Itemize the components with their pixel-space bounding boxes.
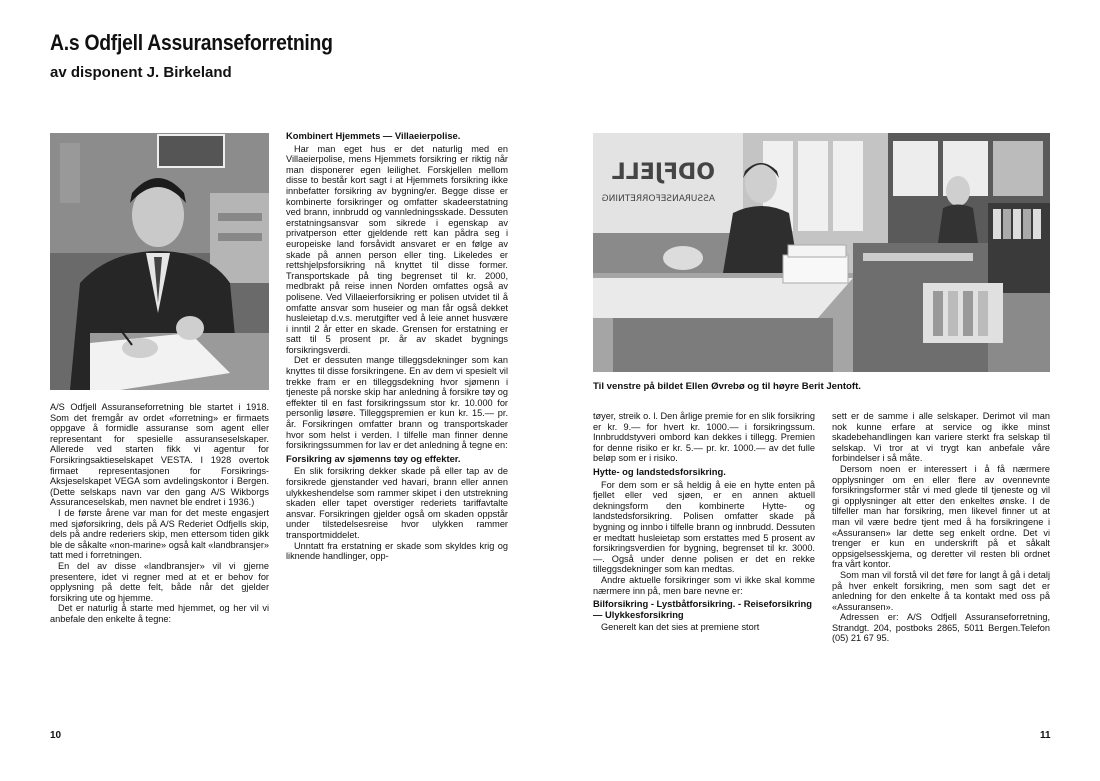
sign-odfjell: ODFJELL — [611, 160, 715, 185]
photo-man-writing-icon — [50, 133, 269, 390]
article-title: A.s Odfjell Assuranseforretning — [50, 30, 333, 55]
page-number-left: 10 — [50, 730, 62, 741]
column-3 — [593, 411, 815, 633]
paragraph: Det er naturlig å starte med hjemmet, og her vil vi anbefale den enkelte å tegne: — [50, 603, 269, 624]
paragraph: En del av disse «landbransjer» vil vi gjerne presentere, idet vi regner med at et er behov for opplysning på dette felt, både når det gjelder forsikring ute og hjemme. — [50, 560, 269, 603]
paragraph: En slik forsikring dekker skade på eller tap av de forsikrede gjenstander ved havari, brann eller annen ulykkeshendelse som rammer skipet i den utstrekning skaden eller tapet overstiger rederiets tariffavtalte ansvar. Forsikringen gjelder også om skaden oppstår under tilstedelsesreise hvor ulykken rammer transportmiddelet. — [286, 466, 508, 540]
paragraph: Har man eget hus er det naturlig med en Villaeierpolise, mens Hjemmets forsikring er riktig når man disponerer egen leilighet. Forskjellen mellom disse to består kort sagt i at Hjemmets forsikring ikke innbefatter forsikring av bygning/er. Begge disse er kombinerte forsikringer og omfatter skadeerstatning ved brann, innbrudd og vannledningsskade. Dessuten erstatningsansvar som sikrede i egenskap av privatperson etter gjeldende rett kan pådra seg i europeiske land forsåvidt ansvaret er en følge av skade på annen person eller ting. Likeledes er rettshjelpsforsikring nå knyttet til disse former. Transportskade på ting begrenset til kr. 2000, medbrakt på reise innen Norden omfattes også av polisene. Ved Villaeierforsikring er polisen utvidet til å omfatte ansvar som huseier og man får også dekket husleietap d.v.s. merutgifter ved å leie annet husvære i inntil 2 år etter en skade. Grensen for erstatning er satt til 5 prosent pr. år av skadet bygnings forsikringsverdi. — [286, 143, 508, 355]
section-heading: Forsikring av sjømenns tøy og effekter. — [286, 452, 461, 464]
photo-man-at-desk — [50, 133, 269, 390]
paragraph: sett er de samme i alle selskaper. Derimot vil man nok kunne erfare at service og ikke minst skadebehandlingen kan variere sterkt fra selskap til selskap. Vi tror at vi trygt kan anbefale våre forbindelser i så måte. — [832, 411, 1050, 464]
paragraph: I de første årene var man for det meste engasjert med sjøforsikring, dels på A/S Rederiet Odfjells skip, dels på andre rederiers skip, men ettersom tiden gikk ble de såkalte «non-marine» også kalt «landbransjer» tatt med i forretningen. — [50, 507, 269, 561]
paragraph: Det er dessuten mange tilleggsdekninger som kan knyttes til disse forsikringene. En av dem vi spesielt vil trekke fram er en tilleggsdekning hvor sjømenn i tjeneste på norske skip har anledning å forsikre tøy og effekter til en fast forsikringssum stor kr. 10.000 for personlig løsøre. Tilleggspremien er kun kr. 15.— pr. år. Forsikringen omfatter brann og transportskader hvor som helst i verden. I tilfelle man finner denne forsikringssummen for lav er det anledning å tegne en: — [286, 355, 508, 451]
article-subtitle: av disponent J. Birkeland — [50, 64, 232, 81]
paragraph: Dersom noen er interessert i å få nærmere opplysninger om en eller flere av ovennevnte forsikringsformer står vi med glede til tjeneste og vil gi opplysninger alt etter den enkeltes ønske. I de tilfeller man har forsikring, men likevel finner ut at man vil være bedre tjent med å ha forsikringene i «Assuransen» lar dette seg enkelt ordne. Det vi trenger er kun en underskrift på et såkalt oppsigelsesskjema, og deretter vil resten bli ordnet fra vårt kontor. — [832, 463, 1050, 570]
photo-office-two-women-icon — [593, 133, 1050, 372]
section-heading: Hytte- og landstedsforsikring. — [593, 465, 726, 477]
section-heading: Kombinert Hjemmets — Villaeierpolise. — [286, 130, 461, 141]
column-4 — [832, 411, 1050, 644]
paragraph: Som man vil forstå vil det føre for langt å gå i detalj på hver enkelt forsikring, men som sagt det er anledning for den enkelte å ta kontakt med oss på «Assuransen». — [832, 569, 1050, 612]
paragraph: For dem som er så heldig å eie en hytte enten på fjellet eller ved sjøen, er en annen aktuell dekningsform den kombinerte Hytte- og landstedsforsikring. Polisen omfatter skade på bygning og innbo i tilfelle brann og innbrudd. Dessuten er medtatt husleietap som erstattes med 5 prosent av forsikringsverdien for bygning, begrenset til kr. 3000.—. Også under denne polisen er det en rekke tilleggsdekninger som kan medtas. — [593, 479, 815, 575]
paragraph: tøyer, streik o. l. Den årlige premie for en slik forsikring er kr. 9.— for hvert kr. 1000.— i forsikringssum. Innbruddstyveri ombord kan dekkes i tillegg. Premien for denne risiko er kr. 5.— pr. kr. 1000.— av det fulle beløp som er i risiko. — [593, 411, 815, 464]
sign-assuranseforretning: ASSURANSEFORRETNING — [601, 194, 715, 204]
paragraph: A/S Odfjell Assuranseforretning ble startet i 1918. Som det fremgår av ordet «forretning» er firmaets oppgave å formidle assuranse som agent eller representant for spesielle assuranseselskaper. Allerede ved starten fikk vi agentur for Forsikringsaktieselskapet VESTA. I 1928 overtok firmaet representasjonen for Forsikrings-Aksjeselskapet VEGA som avdelingskontor i Bergen. (Dette selskaps navn var den gang A/S Wikborgs Assuranceselskab, men navnet ble endret i 1936.) — [50, 402, 269, 508]
column-1 — [50, 402, 269, 624]
paragraph: Andre aktuelle forsikringer som vi ikke skal komme nærmere inn på, men bare nevne er: — [593, 574, 815, 596]
photo-office — [593, 133, 1050, 372]
section-heading: Bilforsikring - Lystbåtforsikring. - Reiseforsikring — Ulykkesforsikring — [593, 598, 812, 620]
paragraph: Generelt kan det sies at premiene stort — [601, 622, 760, 633]
photo-caption: Til venstre på bildet Ellen Øvrebø og til høyre Berit Jentoft. — [593, 381, 861, 392]
paragraph: Unntatt fra erstatning er skade som skyldes krig og liknende handlinger, opp- — [286, 540, 508, 562]
paragraph: Adressen er: A/S Odfjell Assuranseforretning, Strandgt. 204, postboks 2865, 5011 Bergen.Telefon (05) 21 67 95. — [832, 612, 1050, 644]
page-number-right: 11 — [1040, 730, 1051, 741]
column-2 — [286, 131, 508, 562]
